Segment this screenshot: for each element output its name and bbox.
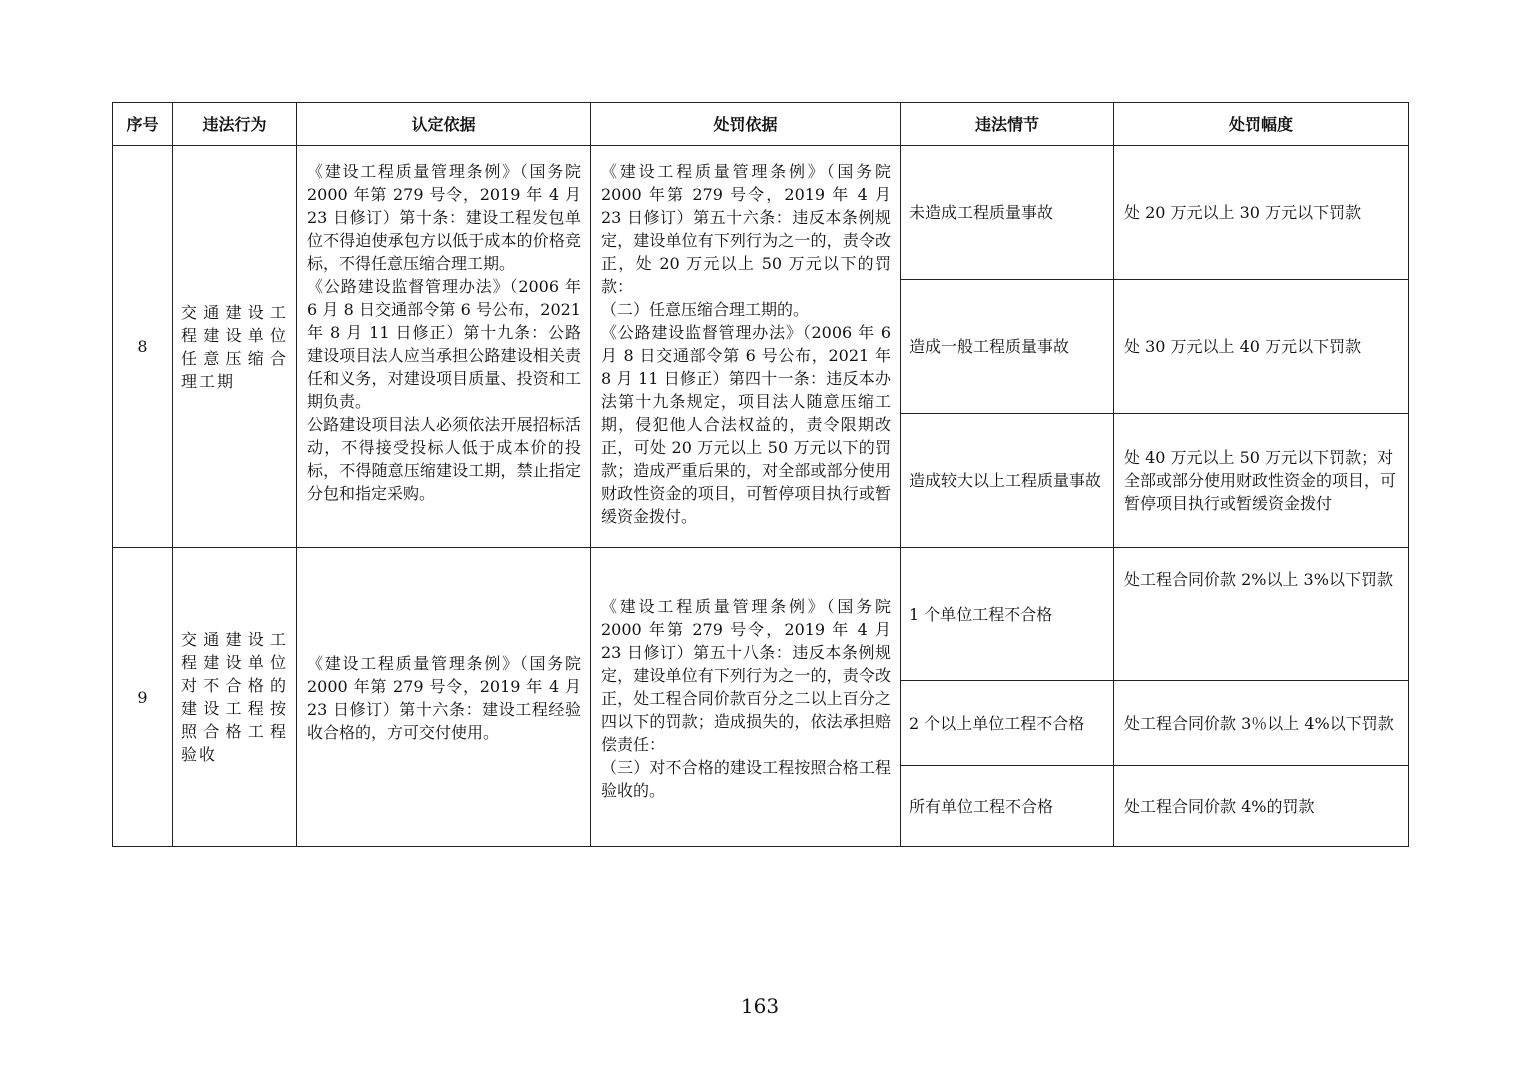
basis-paragraph: 《公路建设监督管理办法》（2006 年 6 月 8 日交通部令第 6 号公布，2021 年 8 月 11 日修正）第十九条：公路建设项目法人应当承担公路建设相关责任和义务，对建设项目质量、投资和工期负责。 <box>307 277 581 411</box>
header-act: 违法行为 <box>173 103 297 146</box>
circumstance: 造成较大以上工程质量事故 <box>901 414 1114 548</box>
penalty-range: 处 30 万元以上 40 万元以下罚款 <box>1114 280 1409 414</box>
penalty-basis <box>591 146 901 548</box>
table-row <box>113 146 1409 280</box>
circumstance: 造成一般工程质量事故 <box>901 280 1114 414</box>
header-basis: 认定依据 <box>297 103 591 146</box>
header-range: 处罚幅度 <box>1114 103 1409 146</box>
header-row <box>113 103 1409 146</box>
circumstance: 所有单位工程不合格 <box>901 766 1114 847</box>
row-number: 9 <box>113 548 173 847</box>
table-row <box>113 548 1409 681</box>
circumstance: 未造成工程质量事故 <box>901 146 1114 280</box>
row-number: 8 <box>113 146 173 548</box>
penalty-range: 处 20 万元以上 30 万元以下罚款 <box>1114 146 1409 280</box>
page-number: 163 <box>740 994 780 1018</box>
violation-act: 交通建设工程建设单位任意压缩合理工期 <box>173 146 297 548</box>
penalty-basis <box>591 548 901 847</box>
penalty-range: 处工程合同价款 3％以上 4%以下罚款 <box>1114 681 1409 766</box>
determination-basis <box>297 548 591 847</box>
basis-paragraph: 《建设工程质量管理条例》（国务院 2000 年第 279 号令，2019 年 4 月 23 日修订）第十条：建设工程发包单位不得迫使承包方以低于成本的价格竞标，不得任意压缩合理工期。 <box>307 162 581 273</box>
penalty-basis-paragraph: 《建设工程质量管理条例》（国务院 2000 年第 279 号令，2019 年 4 月 23 日修订）第五十六条：违反本条例规定，建设单位有下列行为之一的，责令改正，处 20 万元以上 50 万元以下的罚款： <box>601 162 891 296</box>
penalty-basis-paragraph: 《建设工程质量管理条例》（国务院 2000 年第 279 号令，2019 年 4 月 23 日修订）第五十八条：违反本条例规定，建设单位有下列行为之一的，责令改正，处工程合同价款百分之二以上百分之四以下的罚款；造成损失的，依法承担赔偿责任： <box>601 596 891 754</box>
penalty-basis-paragraph: 《公路建设监督管理办法》（2006 年 6 月 8 日交通部令第 6 号公布，2021 年 8 月 11 日修正）第四十一条：违反本办法第十九条规定，项目法人随意压缩工期，侵犯他人合法权益的，责令限期改正，可处 20 万元以上 50 万元以下的罚款；造成严重后果的，对全部或部分使用财政性资金的项目，可暂停项目执行或暂缓资金拨付。 <box>601 323 891 526</box>
basis-paragraph: 《建设工程质量管理条例》（国务院 2000 年第 279 号令，2019 年 4 月 23 日修订）第十六条：建设工程经验收合格的，方可交付使用。 <box>307 654 581 742</box>
header-circumstance: 违法情节 <box>901 103 1114 146</box>
determination-basis <box>297 146 591 548</box>
violation-act: 交通建设工程建设单位对不合格的建设工程按照合格工程验收 <box>173 548 297 847</box>
penalty-range: 处工程合同价款 2%以上 3%以下罚款 <box>1114 548 1409 681</box>
basis-paragraph: 公路建设项目法人必须依法开展招标活动，不得接受投标人低于成本价的投标，不得随意压缩建设工期，禁止指定分包和指定采购。 <box>307 415 581 503</box>
penalty-range: 处 40 万元以上 50 万元以下罚款；对全部或部分使用财政性资金的项目，可暂停项目执行或暂缓资金拨付 <box>1114 414 1409 548</box>
header-penalty-basis: 处罚依据 <box>591 103 901 146</box>
circumstance: 1 个单位工程不合格 <box>901 548 1114 681</box>
penalty-range: 处工程合同价款 4%的罚款 <box>1114 766 1409 847</box>
penalty-table <box>112 102 1409 847</box>
circumstance: 2 个以上单位工程不合格 <box>901 681 1114 766</box>
header-no: 序号 <box>113 103 173 146</box>
penalty-basis-paragraph: （二）任意压缩合理工期的。 <box>601 300 810 319</box>
penalty-basis-paragraph: （三）对不合格的建设工程按照合格工程验收的。 <box>601 757 891 800</box>
